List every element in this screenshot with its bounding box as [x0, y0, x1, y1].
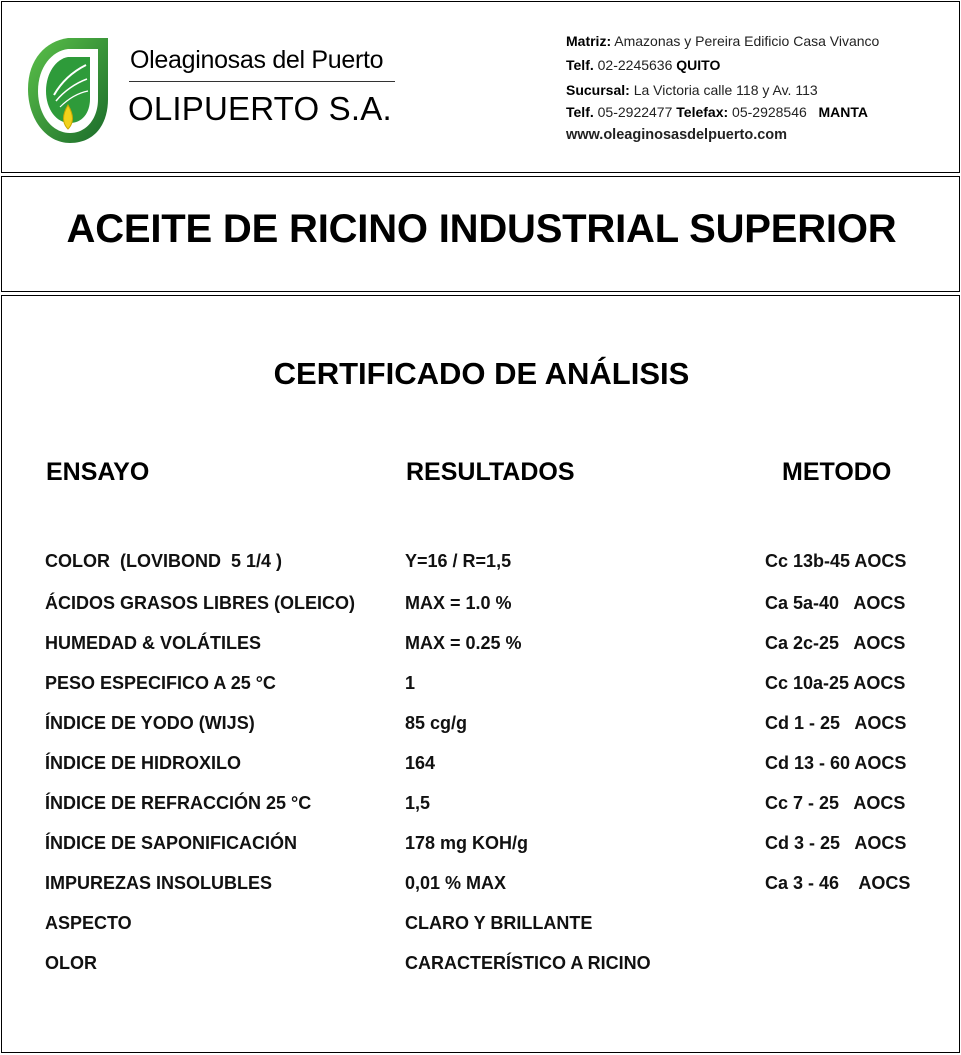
ensayo-cell: COLOR (LOVIBOND 5 1/4 ) — [45, 551, 283, 571]
table-row — [2, 953, 959, 983]
metodo-cell: Cc 13b-45 AOCS — [765, 551, 907, 571]
table-row — [2, 713, 959, 743]
ensayo-cell: OLOR — [45, 953, 97, 973]
resultado-cell: 178 mg KOH/g — [405, 833, 529, 853]
table-row — [2, 793, 959, 823]
brand-divider — [129, 81, 395, 82]
resultado-cell: 1,5 — [405, 793, 431, 813]
column-header-metodo: METODO — [782, 458, 892, 486]
resultado-cell: MAX = 1.0 % — [405, 593, 512, 613]
resultado-cell: CLARO Y BRILLANTE — [405, 913, 593, 933]
metodo-cell: Cd 3 - 25 AOCS — [765, 833, 907, 853]
table-row — [2, 551, 959, 581]
table-row — [2, 593, 959, 623]
contact-matriz: Matriz: Amazonas y Pereira Edificio Casa Vivanco — [566, 33, 880, 49]
brand-name: Oleaginosas del Puerto — [130, 46, 384, 74]
contact-telf-quito: Telf. 02-2245636 QUITO — [566, 57, 721, 73]
ensayo-cell: ÍNDICE DE SAPONIFICACIÓN — [45, 833, 298, 853]
table-row — [2, 633, 959, 663]
brand-company: OLIPUERTO S.A. — [128, 90, 392, 127]
column-header-resultados: RESULTADOS — [406, 458, 575, 486]
metodo-cell: Ca 5a-40 AOCS — [765, 593, 906, 613]
resultado-cell: 1 — [405, 673, 416, 693]
product-title-box — [1, 176, 960, 292]
table-row — [2, 873, 959, 903]
column-header-ensayo: ENSAYO — [46, 458, 150, 486]
resultado-cell: 0,01 % MAX — [405, 873, 507, 893]
ensayo-cell: ÍNDICE DE REFRACCIÓN 25 °C — [45, 793, 312, 813]
metodo-cell: Ca 2c-25 AOCS — [765, 633, 906, 653]
resultado-cell: 164 — [405, 753, 436, 773]
ensayo-cell: HUMEDAD & VOLÁTILES — [45, 633, 261, 653]
contact-sucursal: Sucursal: La Victoria calle 118 y Av. 113 — [566, 82, 818, 98]
website-link[interactable]: www.oleaginosasdelpuerto.com — [566, 127, 788, 143]
ensayo-cell: ÍNDICE DE HIDROXILO — [45, 753, 242, 773]
ensayo-cell: ÍNDICE DE YODO (WIJS) — [45, 713, 255, 733]
metodo-cell: Cc 7 - 25 AOCS — [765, 793, 906, 813]
ensayo-cell: PESO ESPECIFICO A 25 °C — [45, 673, 276, 693]
metodo-cell: Ca 3 - 46 AOCS — [765, 873, 911, 893]
metodo-cell: Cc 10a-25 AOCS — [765, 673, 906, 693]
certificate-body — [1, 295, 960, 1053]
metodo-cell: Cd 1 - 25 AOCS — [765, 713, 907, 733]
ensayo-cell: ÁCIDOS GRASOS LIBRES (OLEICO) — [45, 593, 356, 613]
resultado-cell: 85 cg/g — [405, 713, 468, 733]
table-row — [2, 753, 959, 783]
table-row — [2, 913, 959, 943]
table-row — [2, 673, 959, 703]
certificate-title: CERTIFICADO DE ANÁLISIS — [273, 356, 690, 391]
ensayo-cell: IMPUREZAS INSOLUBLES — [45, 873, 273, 893]
ensayo-cell: ASPECTO — [45, 913, 132, 933]
product-title: ACEITE DE RICINO INDUSTRIAL SUPERIOR — [66, 207, 897, 251]
contact-telf-manta: Telf. 05-2922477 Telefax: 05-2928546 MANTA — [566, 104, 868, 120]
metodo-cell: Cd 13 - 60 AOCS — [765, 753, 907, 773]
letterhead — [1, 1, 960, 173]
olipuerto-logo-icon — [24, 35, 112, 147]
resultado-cell: MAX = 0.25 % — [405, 633, 522, 653]
resultado-cell: Y=16 / R=1,5 — [405, 551, 512, 571]
table-row — [2, 833, 959, 863]
resultado-cell: CARACTERÍSTICO A RICINO — [405, 953, 651, 973]
